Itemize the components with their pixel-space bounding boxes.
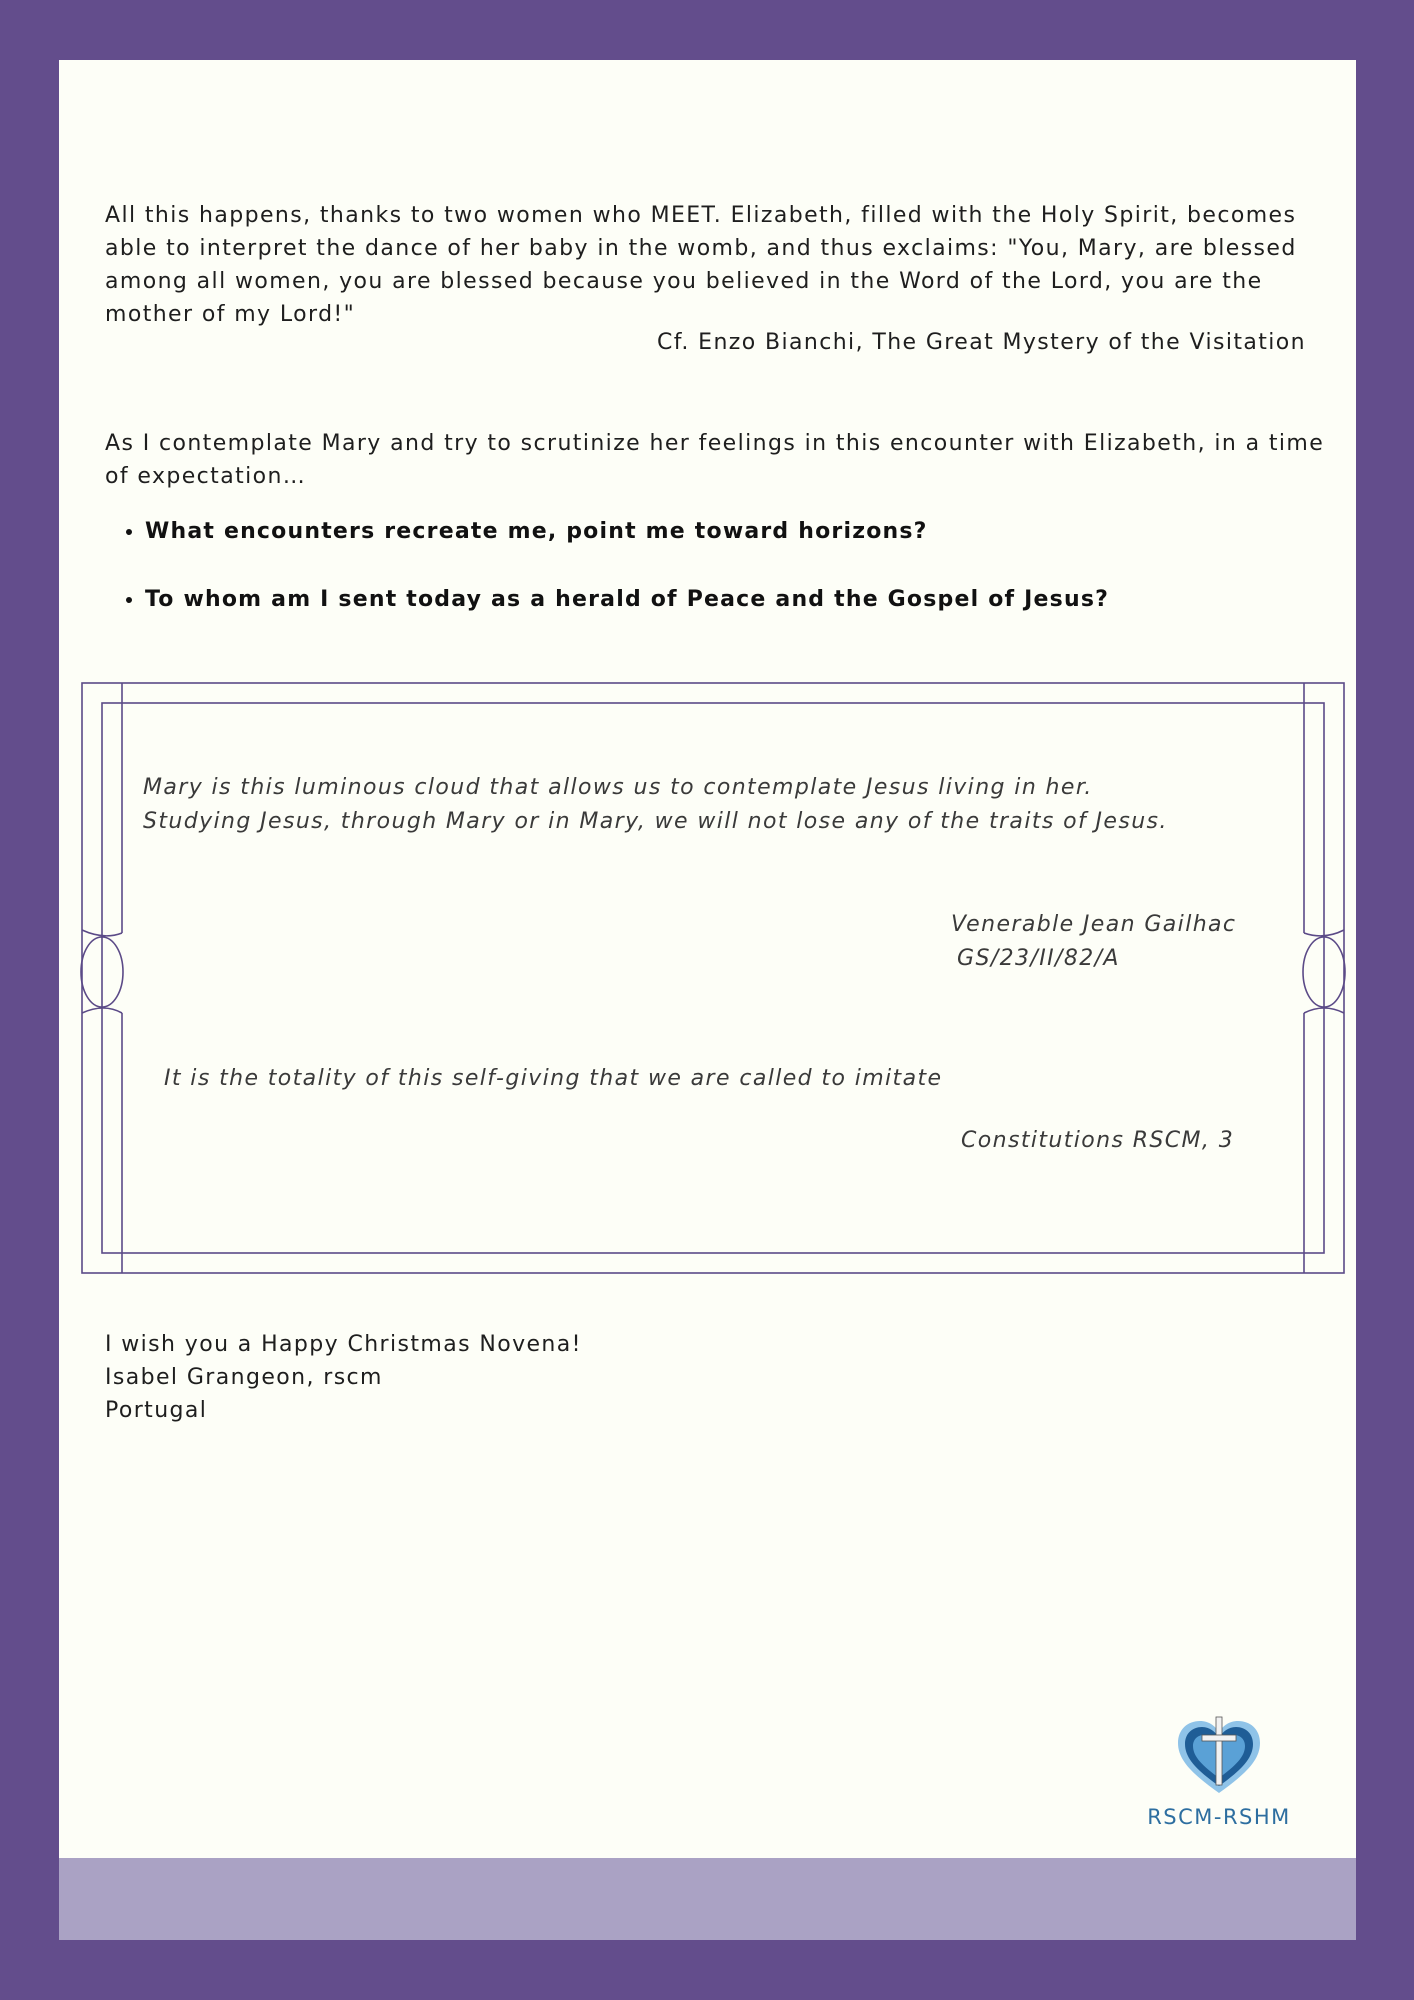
quote1-line2: Studying Jesus, through Mary or in Mary, we will not lose any of the traits of Jesus. [143, 809, 1168, 834]
signoff-name: Isabel Grangeon, rscm [105, 1365, 383, 1390]
contemplation-paragraph: As I contemplate Mary and try to scrutinize her feelings in this encounter with Elizabeth, in a time of expectation… [105, 431, 1325, 489]
quote1-line1: Mary is this luminous cloud that allows us to contemplate Jesus living in her. [143, 775, 1093, 800]
signoff-block [105, 1328, 582, 1427]
question-item: • What encounters recreate me, point me toward horizons? [145, 515, 1356, 548]
quote2-source: Constitutions RSCM, 3 [961, 1128, 1235, 1153]
heart-cross-emblem-icon [1174, 1715, 1264, 1797]
quote2-text: It is the totality of this self-giving that we are called to imitate [164, 1066, 943, 1091]
question-item: • To whom am I sent today as a herald of Peace and the Gospel of Jesus? [145, 583, 1356, 616]
page-sheet [59, 60, 1356, 1940]
quote1-author: Venerable Jean Gailhac [951, 912, 1237, 937]
signoff-place: Portugal [105, 1398, 208, 1423]
rscm-logo [1134, 1715, 1304, 1829]
intro-citation: Cf. Enzo Bianchi, The Great Mystery of the Visitation [657, 330, 1306, 355]
intro-paragraph: All this happens, thanks to two women who MEET. Elizabeth, filled with the Holy Spirit, becomes able to interpret the dance of her baby in the womb, and thus exclaims: "You, Mary, are blessed among all women, you are blessed because you believed in the Word of the Lord, you are the mother of my Lord!" [105, 203, 1297, 327]
signoff-greeting: I wish you a Happy Christmas Novena! [105, 1332, 582, 1357]
logo-name: RSCM-RSHM [1147, 1805, 1291, 1829]
quote-frame [59, 60, 1356, 1460]
footer-band [59, 1858, 1356, 1940]
quote1-reference: GS/23/II/82/A [957, 946, 1120, 971]
